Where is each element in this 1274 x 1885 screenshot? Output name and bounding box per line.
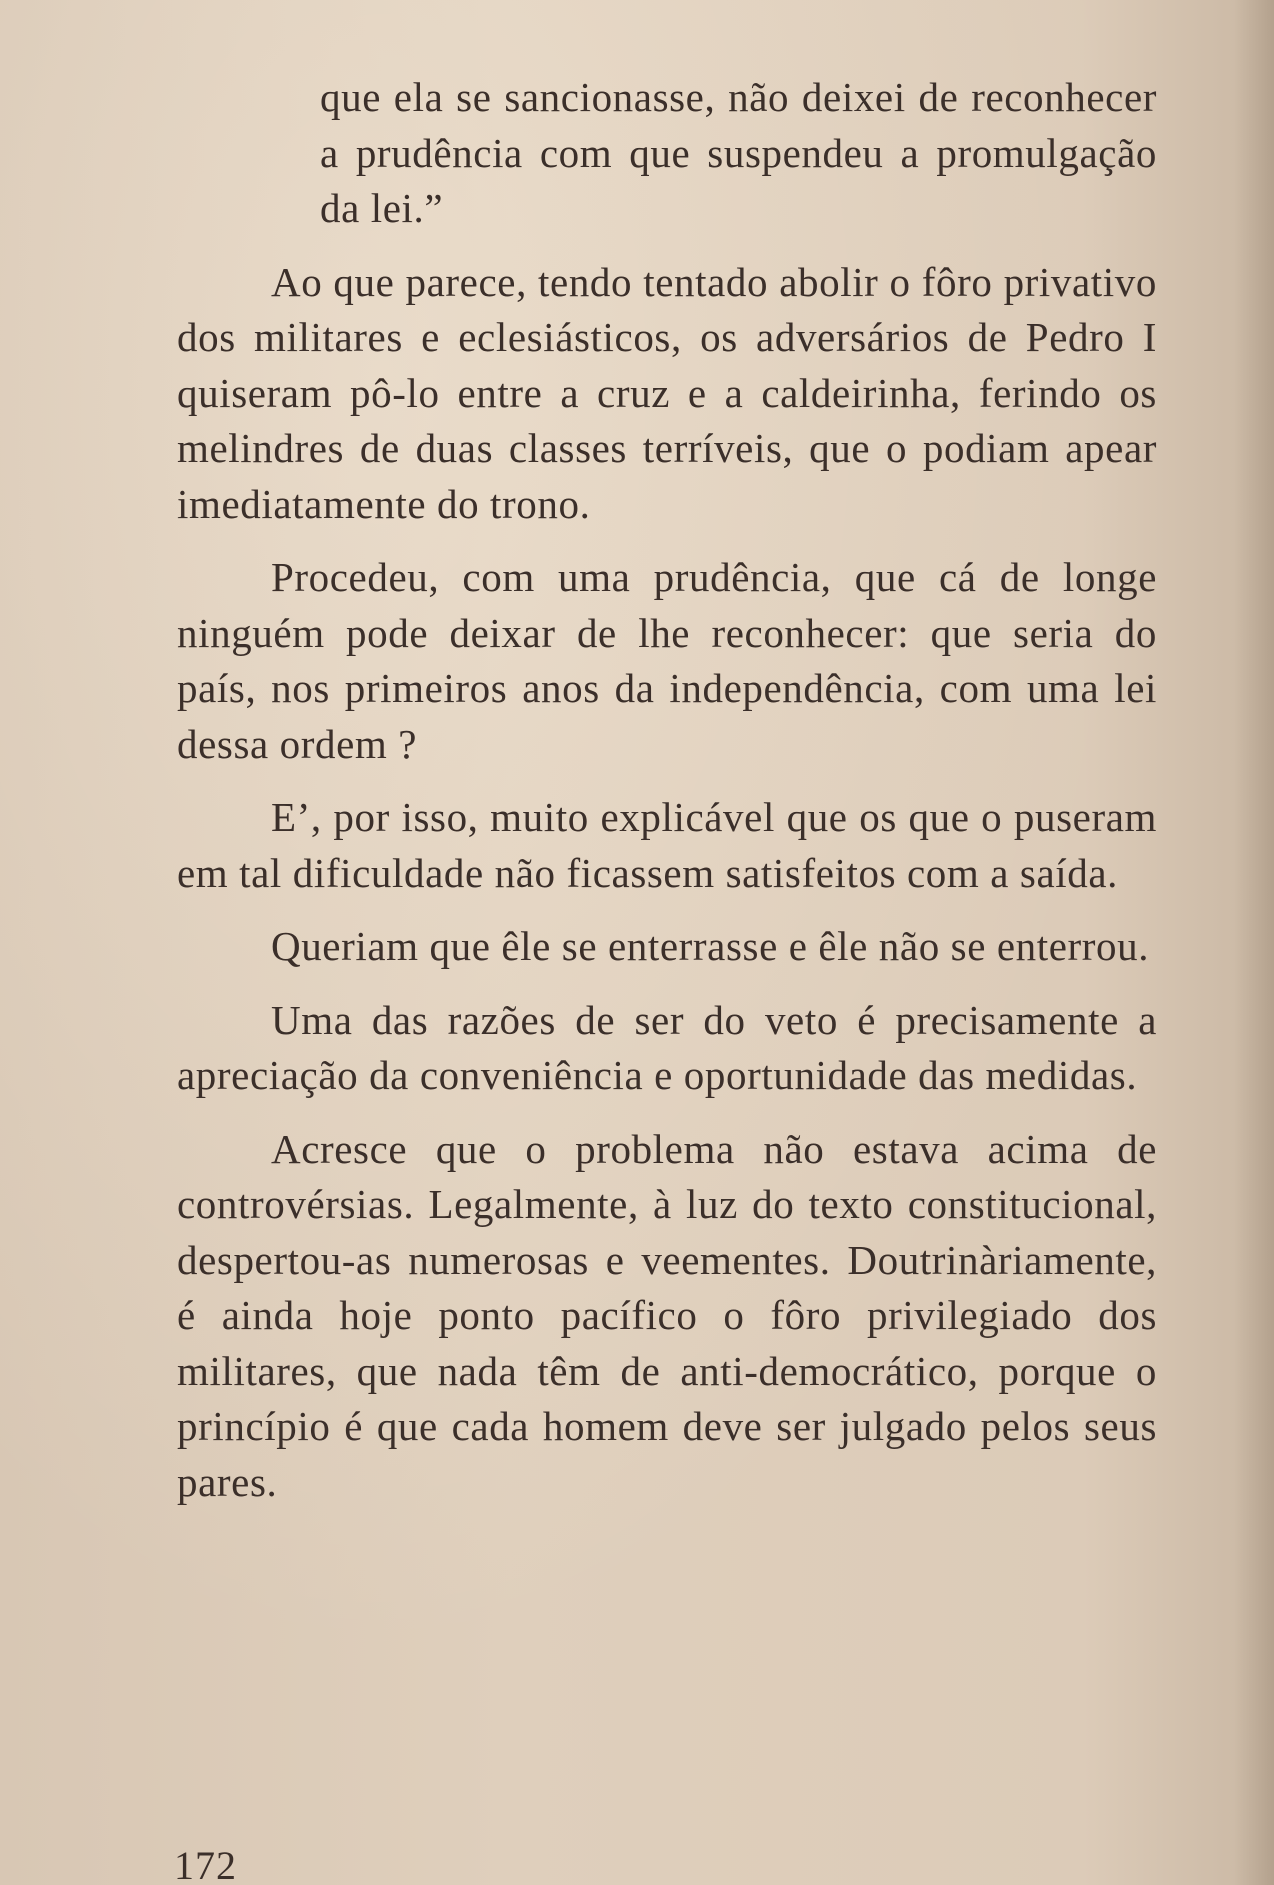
paragraph-3: E’, por isso, muito explicável que os que o puseram em tal dificuldade não ficassem satisfeitos com a saída. — [177, 794, 1157, 896]
paragraph-2: Procedeu, com uma prudência, que cá de longe ninguém pode deixar de lhe reconhecer: que seria do país, nos primeiros anos da independência, com uma lei dessa ordem ? — [177, 554, 1157, 767]
paragraph-5: Uma das razões de ser do veto é precisamente a apreciação da conveniência e oportunidade das medidas. — [177, 996, 1157, 1098]
page-number: 172 — [174, 1843, 237, 1885]
paragraph-1: Ao que parece, tendo tentado abolir o fôro privativo dos militares e eclesiásticos, os adversários de Pedro I quiseram pô-lo entre a cruz e a caldeirinha, ferindo os melindres de duas classes terríveis, que o podiam apear imediatamente do trono. — [177, 258, 1157, 527]
paragraph-6: Acresce que o problema não estava acima de controvérsias. Legalmente, à luz do texto constitucional, despertou-as numerosas e veementes. Doutrinàriamente, é ainda hoje ponto pacífico o fôro privilegiado dos militares, que nada têm de anti-democrático, porque o princípio é que cada homem deve ser julgado pelos seus pares. — [177, 1125, 1157, 1505]
page-edge-shadow — [1234, 0, 1274, 1885]
paragraph-continuation: que ela se sancionasse, não deixei de reconhecer a prudência com que suspendeu a promulgação da lei.” — [320, 74, 1157, 231]
paragraph-4: Queriam que êle se enterrasse e êle não se enterrou. — [271, 923, 1150, 969]
body-text — [177, 70, 1157, 1510]
